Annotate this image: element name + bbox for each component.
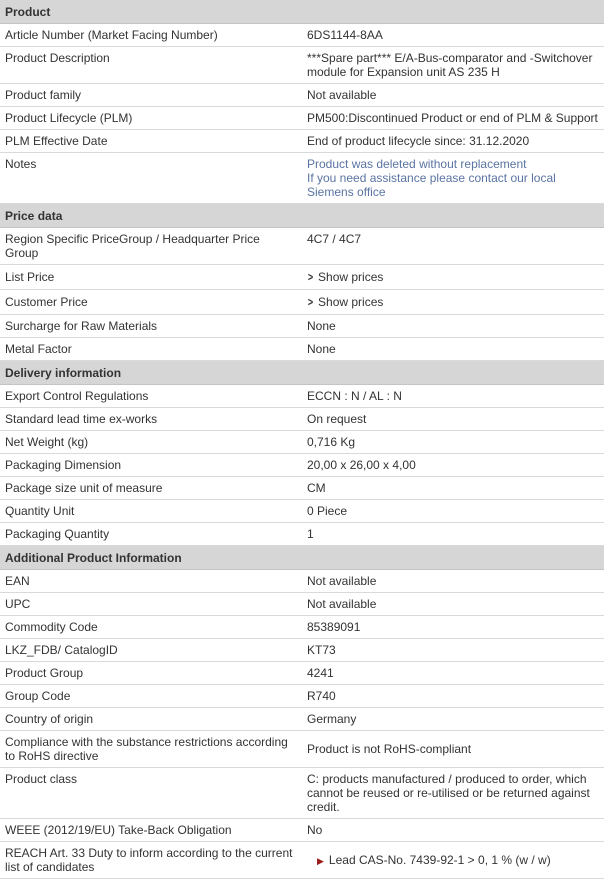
table-row: [0, 153, 604, 204]
row-value: None: [302, 338, 604, 361]
row-value: Not available: [302, 570, 604, 593]
row-label: List Price: [0, 265, 302, 290]
list-price-cell: [302, 265, 604, 290]
table-row: [0, 639, 604, 662]
row-label: Product Lifecycle (PLM): [0, 107, 302, 130]
table-row: [0, 47, 604, 84]
row-value: 4241: [302, 662, 604, 685]
row-value: ECCN : N / AL : N: [302, 385, 604, 408]
section-header-delivery: [0, 361, 604, 385]
table-row: [0, 593, 604, 616]
row-label: Export Control Regulations: [0, 385, 302, 408]
table-row: [0, 408, 604, 431]
row-label: Product class: [0, 768, 302, 819]
row-label: REACH Art. 33 Duty to inform according to the current list of candidates: [0, 842, 302, 879]
row-value: Not available: [302, 593, 604, 616]
table-row: [0, 315, 604, 338]
article-number-value: 6DS1144-8AA: [302, 24, 604, 47]
list-price-show-prices-link[interactable]: [307, 270, 383, 284]
section-header-additional: [0, 546, 604, 570]
table-row: [0, 107, 604, 130]
row-value: Not available: [302, 84, 604, 107]
row-label: Product family: [0, 84, 302, 107]
row-value: None: [302, 315, 604, 338]
row-label: EAN: [0, 570, 302, 593]
section-title: Additional Product Information: [0, 546, 604, 570]
row-label: Commodity Code: [0, 616, 302, 639]
row-label: Group Code: [0, 685, 302, 708]
row-label: Customer Price: [0, 290, 302, 315]
table-row: [0, 84, 604, 107]
chevron-right-icon: >: [307, 270, 314, 284]
row-label: Notes: [0, 153, 302, 204]
section-title: Product: [0, 0, 604, 24]
section-header-price: [0, 204, 604, 228]
row-value: KT73: [302, 639, 604, 662]
table-row: [0, 842, 604, 879]
row-label: Compliance with the substance restrictions according to RoHS directive: [0, 731, 302, 768]
section-header-product: [0, 0, 604, 24]
table-row: [0, 454, 604, 477]
notes-contact-link[interactable]: If you need assistance please contact our local Siemens office: [307, 171, 556, 199]
row-value: Product is not RoHS-compliant: [302, 731, 604, 768]
row-label: Surcharge for Raw Materials: [0, 315, 302, 338]
reach-value: Lead CAS-No. 7439-92-1 > 0, 1 % (w / w): [328, 852, 551, 867]
row-value: R740: [302, 685, 604, 708]
table-row: [0, 385, 604, 408]
table-row: [0, 24, 604, 47]
lifecycle-value: PM500:Discontinued Product or end of PLM & Support: [302, 107, 604, 130]
customer-price-show-prices-link[interactable]: [307, 295, 383, 309]
section-title: Price data: [0, 204, 604, 228]
table-row: [0, 616, 604, 639]
reach-cell: [302, 842, 604, 879]
table-row: [0, 477, 604, 500]
row-label: Packaging Dimension: [0, 454, 302, 477]
table-row: [0, 819, 604, 842]
chevron-right-icon: >: [307, 295, 314, 309]
row-value: 0 Piece: [302, 500, 604, 523]
table-row: [0, 662, 604, 685]
row-label: Quantity Unit: [0, 500, 302, 523]
row-label: Package size unit of measure: [0, 477, 302, 500]
row-label: Country of origin: [0, 708, 302, 731]
table-row: [0, 431, 604, 454]
row-label: Metal Factor: [0, 338, 302, 361]
table-row: [0, 228, 604, 265]
row-value: C: products manufactured / produced to order, which cannot be reused or re-utilised or be returned against credit.: [302, 768, 604, 819]
table-row: [0, 500, 604, 523]
table-row: [0, 265, 604, 290]
table-row: [0, 130, 604, 153]
row-label: PLM Effective Date: [0, 130, 302, 153]
row-value: 20,00 x 26,00 x 4,00: [302, 454, 604, 477]
row-value: End of product lifecycle since: 31.12.2020: [302, 130, 604, 153]
row-value: 85389091: [302, 616, 604, 639]
table-row: [0, 768, 604, 819]
row-label: Net Weight (kg): [0, 431, 302, 454]
reach-details-link[interactable]: [307, 853, 551, 867]
product-description-value: ***Spare part*** E/A-Bus-comparator and -Switchover module for Expansion unit AS 235 H: [302, 47, 604, 84]
row-value: No: [302, 819, 604, 842]
table-row: [0, 338, 604, 361]
row-value: 1: [302, 523, 604, 546]
row-label: Packaging Quantity: [0, 523, 302, 546]
section-title: Delivery information: [0, 361, 604, 385]
customer-price-cell: [302, 290, 604, 315]
row-label: Region Specific PriceGroup / Headquarter Price Group: [0, 228, 302, 265]
row-value: 0,716 Kg: [302, 431, 604, 454]
notes-deleted-link[interactable]: Product was deleted without replacement: [307, 157, 527, 171]
show-prices-label: Show prices: [318, 270, 384, 284]
table-row: [0, 708, 604, 731]
row-label: LKZ_FDB/ CatalogID: [0, 639, 302, 662]
row-label: Product Group: [0, 662, 302, 685]
row-label: Standard lead time ex-works: [0, 408, 302, 431]
row-label: UPC: [0, 593, 302, 616]
row-value: Germany: [302, 708, 604, 731]
table-row: [0, 570, 604, 593]
row-label: Product Description: [0, 47, 302, 84]
triangle-right-icon: ▶: [317, 855, 324, 866]
row-value: On request: [302, 408, 604, 431]
table-row: [0, 523, 604, 546]
row-label: Article Number (Market Facing Number): [0, 24, 302, 47]
table-row: [0, 290, 604, 315]
table-row: [0, 685, 604, 708]
row-label: WEEE (2012/19/EU) Take-Back Obligation: [0, 819, 302, 842]
table-row: [0, 731, 604, 768]
notes-cell: [302, 153, 604, 204]
show-prices-label: Show prices: [318, 295, 384, 309]
row-value: 4C7 / 4C7: [302, 228, 604, 265]
row-value: CM: [302, 477, 604, 500]
